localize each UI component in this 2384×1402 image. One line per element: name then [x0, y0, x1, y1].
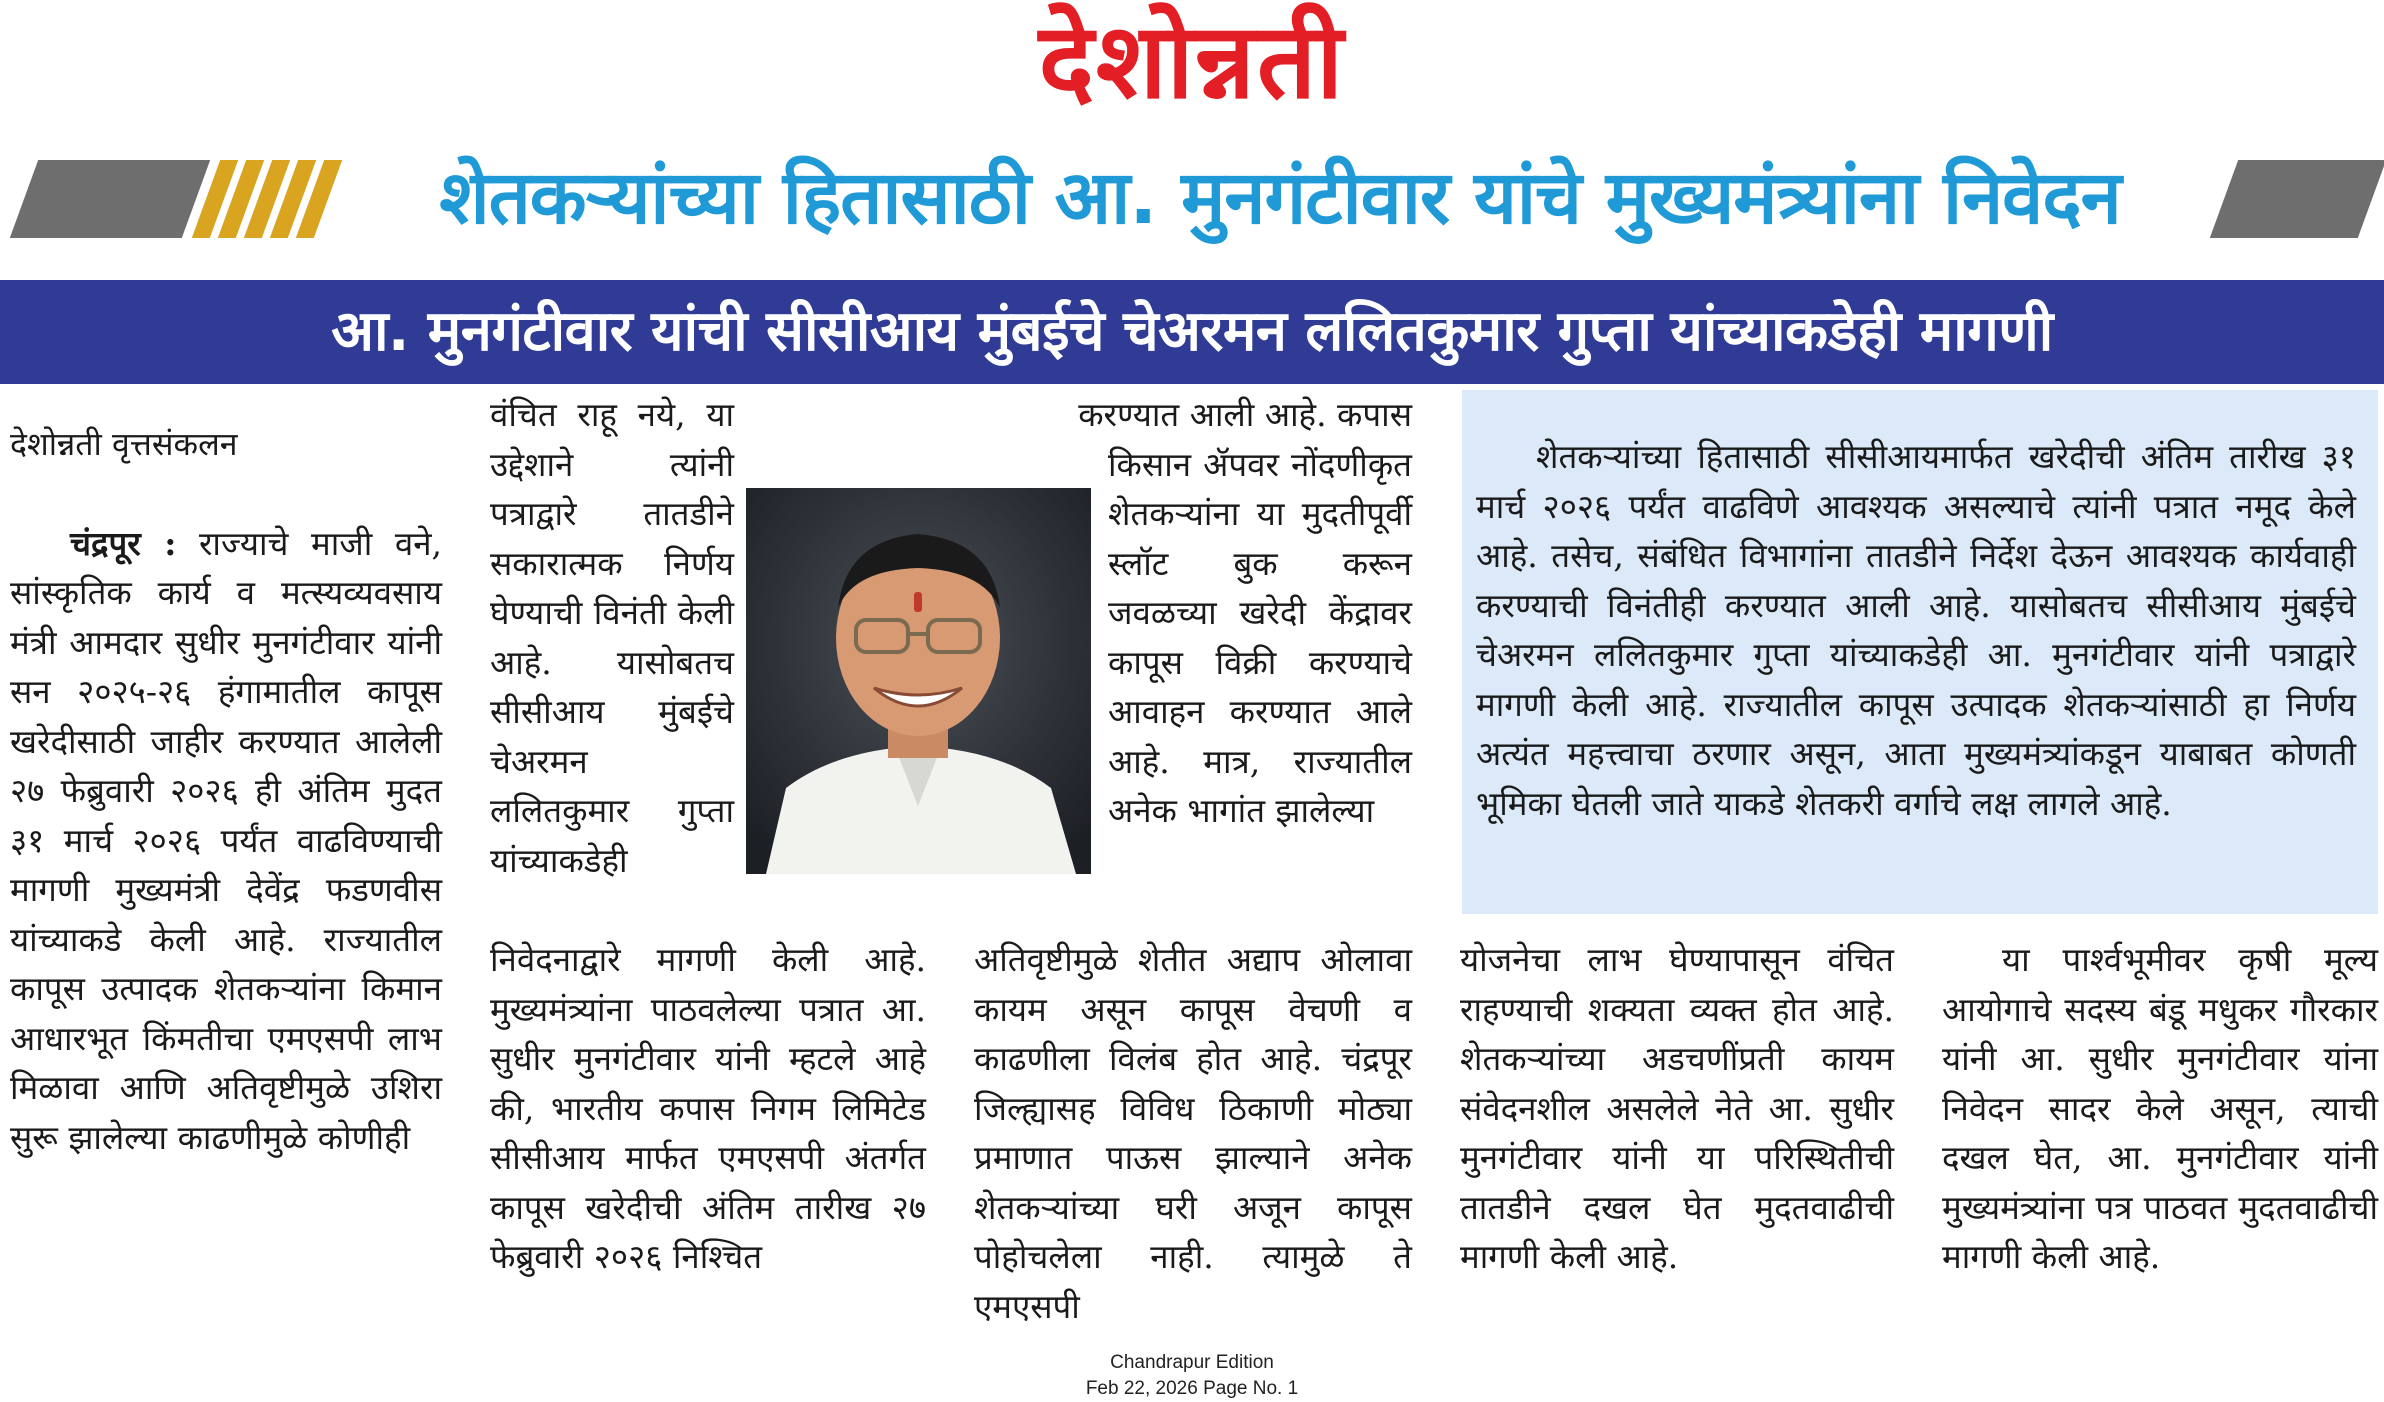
headline: शेतकऱ्यांच्या हितासाठी आ. मुनगंटीवार यांचे मुख्यमंत्र्यांना निवेदन [439, 155, 2121, 241]
footer-edition: Chandrapur Edition [1110, 1352, 1274, 1373]
highlight-text: शेतकऱ्यांच्या हितासाठी सीसीआयमार्फत खरेदीची अंतिम तारीख ३१ मार्च २०२६ पर्यंत वाढविणे आवश्यक असल्याचे त्यांनी पत्रात नमूद केले आहे. तसेच, संबंधित विभागांना तातडीने निर्देश देऊन आवश्यक कार्यवाही करण्याची विनंतीही करण्यात आली आहे. यासोबतच सीसीआय मुंबईचे चेअरमन ललितकुमार गुप्ता यांच्याकडेही आ. मुनगंटीवार यांनी पत्राद्वारे मागणी केली आहे. राज्यातील कापूस उत्पादक शेतकऱ्यांसाठी हा निर्णय अत्यंत महत्त्वाचा ठरणार असून, आता मुख्यमंत्र्यांकडून याबाबत कोणती भूमिका घेतली जाते याकडे शेतकरी वर्गाचे लक्ष लागले आहे. [1476, 437, 2356, 823]
subheadline: आ. मुनगंटीवार यांची सीसीआय मुंबईचे चेअरमन ललितकुमार गुप्ता यांच्याकडेही मागणी [331, 299, 2053, 364]
headline-stripes-left [10, 160, 350, 238]
article-column-5 [1942, 935, 2378, 1282]
column-4-text: योजनेचा लाभ घेण्यापासून वंचित राहण्याची शक्यता व्यक्त होत आहे. शेतकऱ्यांच्या अडचणींप्रती कायम संवेदनशील असलेले नेते आ. सुधीर मुनगंटीवार यांनी या परिस्थितीची तातडीने दखल घेत मुदतवाढीची मागणी केली आहे. [1460, 940, 1894, 1276]
article-column-2-bottom [490, 935, 926, 1282]
column-2-bottom-text: निवेदनाद्वारे मागणी केली आहे. मुख्यमंत्र्यांना पाठवलेल्या पत्रात आ. सुधीर मुनगंटीवार यांनी म्हटले आहे की, भारतीय कपास निगम लिमिटेड सीसीआय मार्फत एमएसपी अंतर्गत कापूस खरेदीची अंतिम तारीख २७ फेब्रुवारी २०२६ निश्चित [490, 940, 926, 1276]
column-3-bottom-text: अतिवृष्टीमुळे शेतीत अद्याप ओलावा कायम असून कापूस वेचणी व काढणीला विलंब होत आहे. चंद्रपूर जिल्ह्यासह विविध ठिकाणी मोठ्या प्रमाणात पाऊस झाल्याने अनेक शेतकऱ्यांच्या घरी अजून कापूस पोहोचलेला नाही. त्यामुळे ते एमएसपी [974, 940, 1412, 1326]
masthead [0, 0, 2384, 120]
highlight-box [1462, 390, 2378, 914]
column-2-top-text: वंचित राहू नये, या उद्देशाने त्यांनी पत्राद्वारे तातडीने सकारात्मक निर्णय घेण्याची विनंती केली आहे. यासोबतच सीसीआय मुंबईचे चेअरमन ललितकुमार गुप्ता यांच्याकडेही [490, 395, 734, 880]
column-5-text: या पार्श्वभूमीवर कृषी मूल्य आयोगाचे सदस्य बंडू मधुकर गौरकार यांनी आ. सुधीर मुनगंटीवार यांना निवेदन सादर केले असून, त्याची दखल घेत, आ. मुनगंटीवार यांनी मुख्यमंत्र्यांना पत्र पाठवत मुदतवाढीची मागणी केली आहे. [1942, 940, 2378, 1276]
headline-stripes-right [2210, 160, 2378, 238]
article-column-3-bottom [974, 935, 1412, 1331]
article-column-3-top [974, 390, 1412, 836]
masthead-title: देशोन्नती [1038, 0, 1346, 122]
byline: देशोन्नती वृत्तसंकलन [10, 425, 238, 463]
column-3-top-text: किसान ॲपवर नोंदणीकृत शेतकऱ्यांना या मुदतीपूर्वी स्लॉट बुक करून जवळच्या खरेदी केंद्रावर कापूस विक्री करण्याचे आवाहन करण्यात आले आहे. मात्र, राज्यातील अनेक भागांत झालेल्या [1108, 444, 1412, 830]
column-3-top-first-line: करण्यात आली आहे. कपास [1078, 395, 1412, 434]
article-column-1 [10, 420, 442, 1162]
page-footer [0, 1350, 2384, 1402]
subheadline-bar [0, 280, 2384, 384]
dateline: चंद्रपूर : [70, 523, 177, 563]
column-1-text: राज्याचे माजी वने, सांस्कृतिक कार्य व मत्स्यव्यवसाय मंत्री आमदार सुधीर मुनगंटीवार यांनी सन २०२५-२६ हंगामातील कापूस खरेदीसाठी जाहीर करण्यात आलेली २७ फेब्रुवारी २०२६ ही अंतिम मुदत ३१ मार्च २०२६ पर्यंत वाढविण्याची मागणी मुख्यमंत्री देवेंद्र फडणवीस यांच्याकडे केली आहे. राज्यातील कापूस उत्पादक शेतकऱ्यांना किमान आधारभूत किंमतीचा एमएसपी लाभ मिळावा आणि अतिवृष्टीमुळे उशिरा सुरू झालेल्या काढणीमुळे कोणीही [10, 523, 442, 1157]
article-column-4 [1460, 935, 1894, 1282]
footer-date-page: Feb 22, 2026 Page No. 1 [1085, 1378, 1299, 1399]
